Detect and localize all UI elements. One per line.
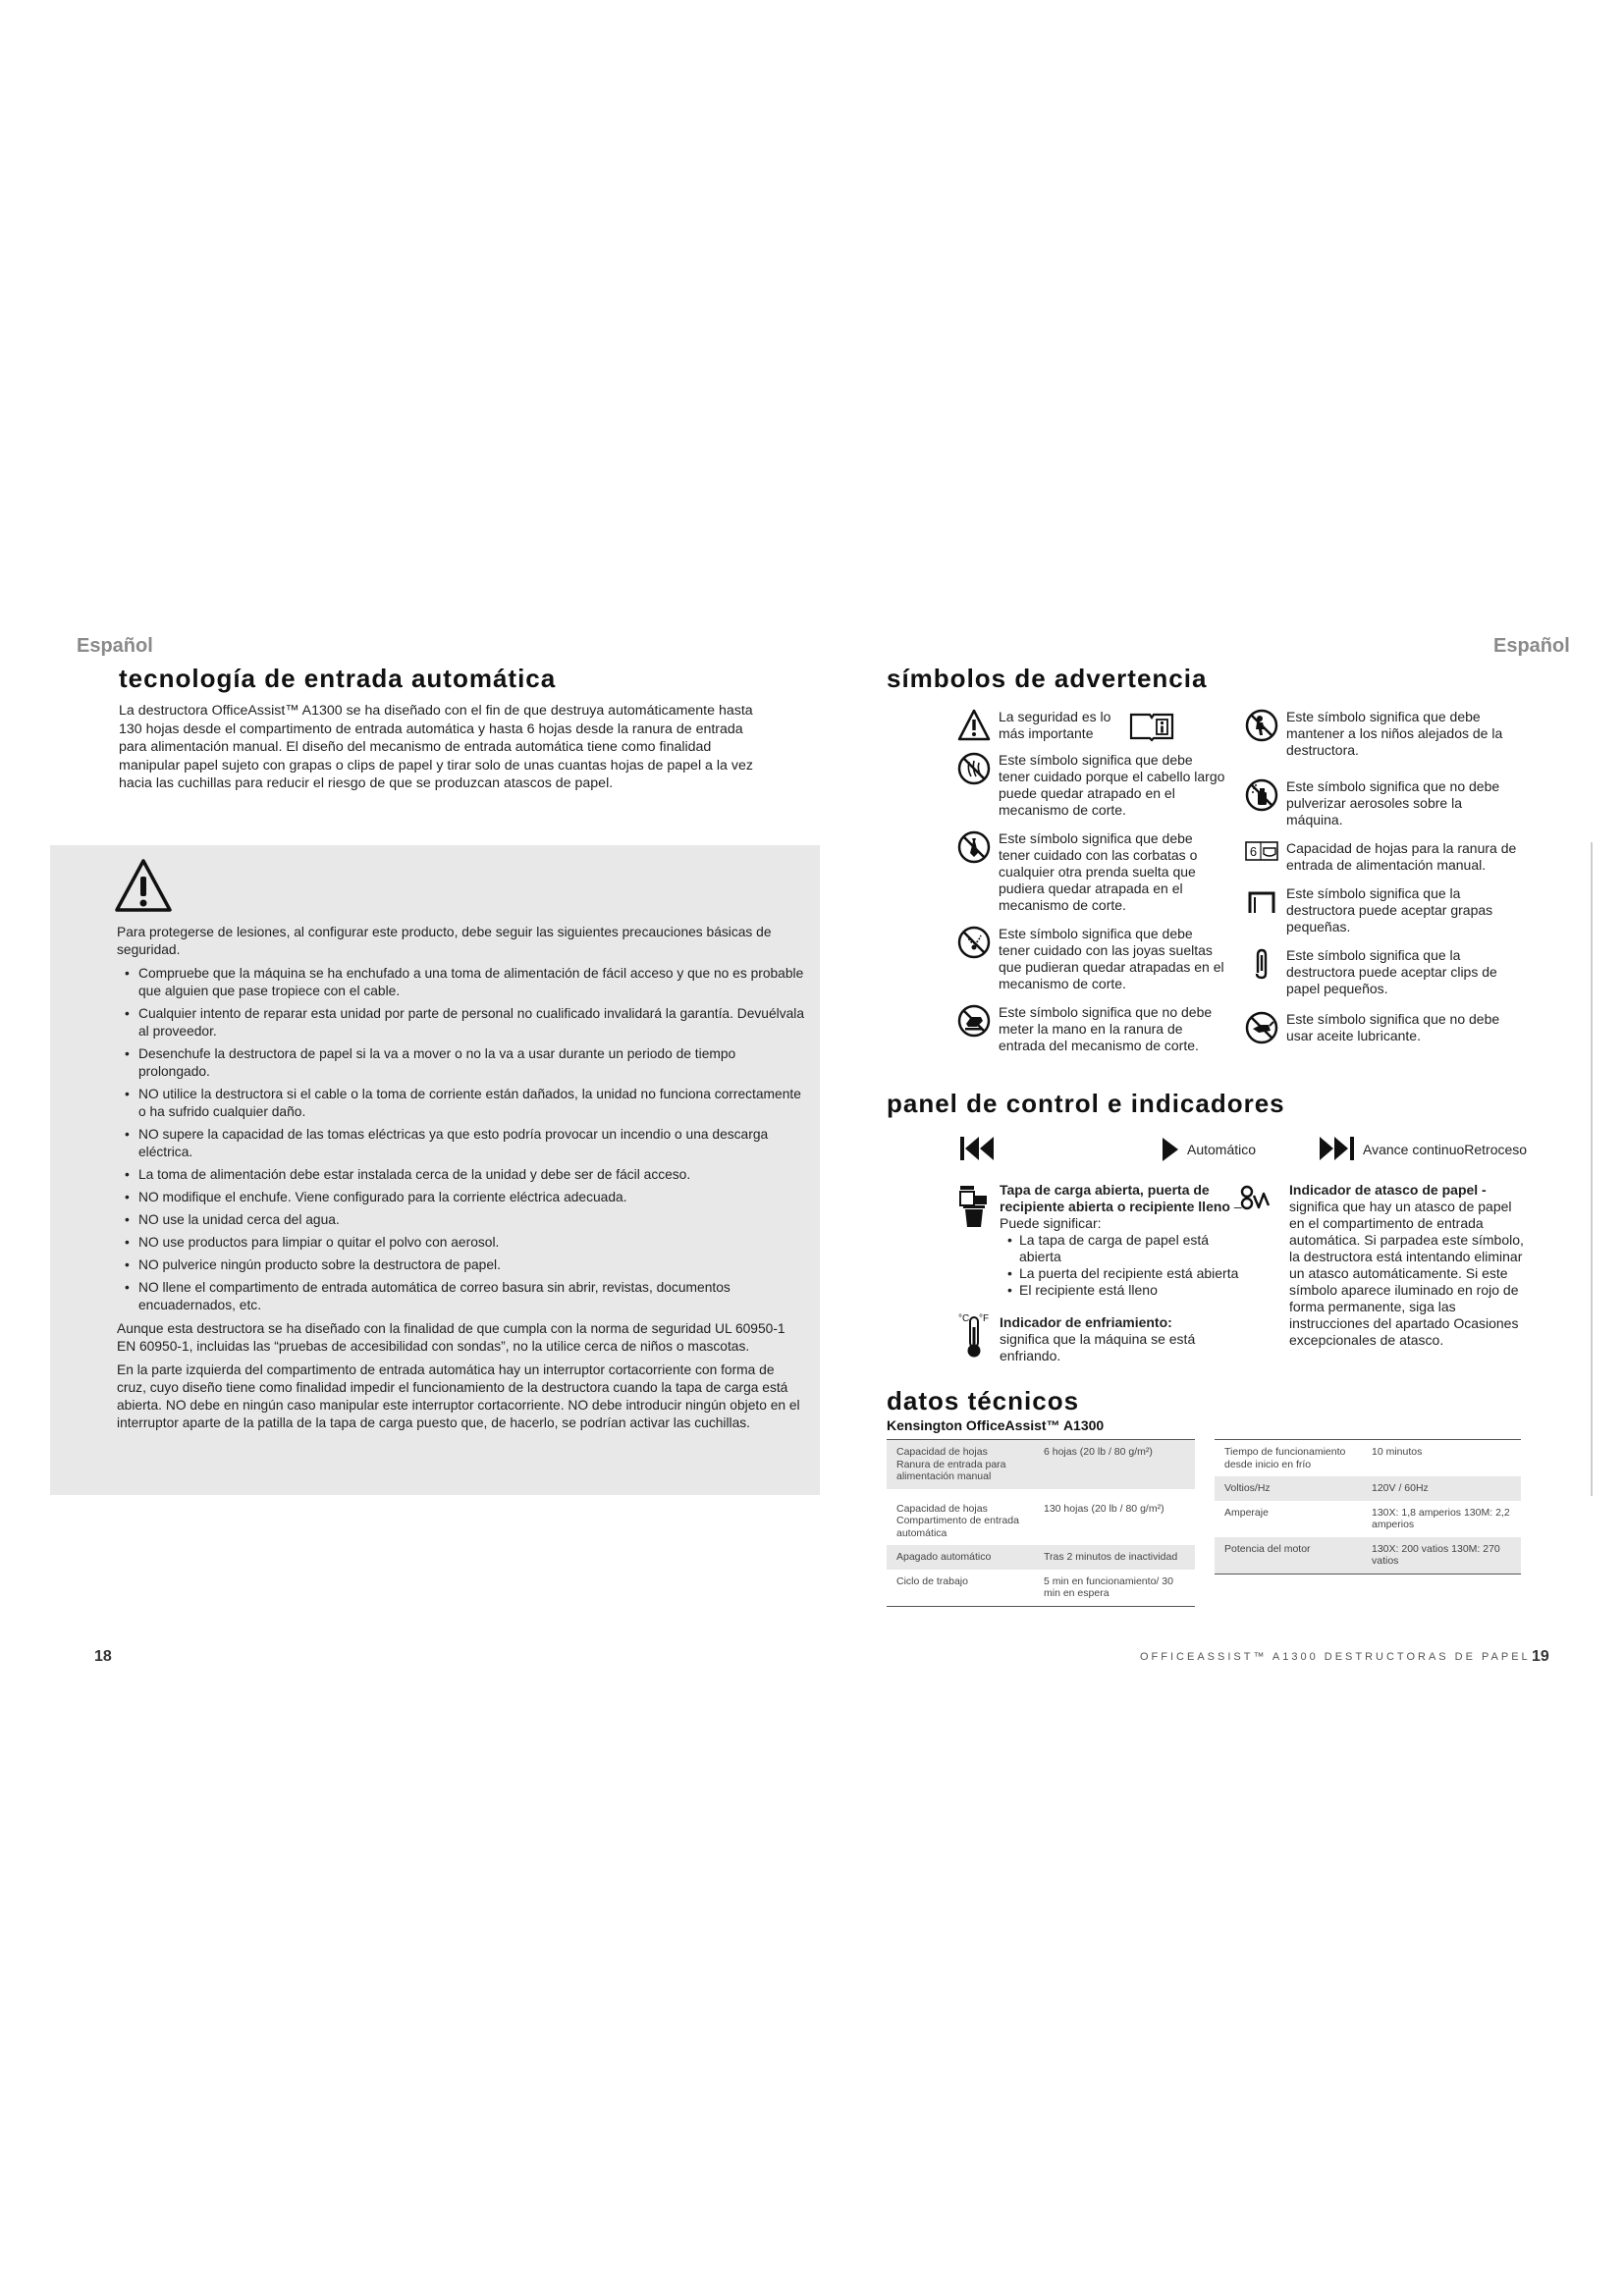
list-item: • Cualquier intento de reparar esta unidad por parte de personal no cualificado invalidará la garantía. Devuélvala al proveedor.: [129, 1005, 804, 1041]
symbol-text: Este símbolo significa que debe tener cuidado con las joyas sueltas que pudieran quedar atrapadas en el mecanismo de corte.: [999, 926, 1224, 991]
intro-paragraph: La destructora OfficeAssist™ A1300 se ha diseñado con el fin de que destruya automáticamente hasta 130 hojas desde el compartimento de entrada automática y hasta 6 hojas desde la ranura de entrada para alimentación manual. El diseño del mecanismo de entrada automática tiene como finalidad manipular papel sujeto con grapas o clips de papel y tirar solo de unas cuantas hojas de papel a la vez hacia las cuchillas para reducir el riesgo de que se produzcan atascos de papel.: [119, 703, 753, 792]
staple-icon: [1245, 885, 1278, 919]
list-item: • NO pulverice ningún producto sobre la destructora de papel.: [129, 1256, 804, 1274]
spec-value: 5 min en funcionamiento/ 30 min en espera: [1044, 1575, 1173, 1599]
info-book-icon: [1128, 709, 1175, 742]
paper-jam-icon: [1239, 1184, 1272, 1213]
auto-label: Automático: [1187, 1142, 1257, 1157]
spec-value: Tras 2 minutos de inactividad: [1034, 1545, 1195, 1570]
page-number-right: 19: [1532, 1648, 1549, 1665]
no-tie-icon: [957, 830, 991, 864]
indicator-lid-list: [1000, 1232, 1243, 1299]
table-row: [1215, 1476, 1521, 1501]
table-row: [1215, 1501, 1521, 1537]
spec-label: Capacidad de hojas Compartimento de entrada automática: [896, 1502, 1019, 1539]
list-item: • El recipiente está lleno: [1007, 1282, 1243, 1299]
symbol-text: Este símbolo significa que debe tener cuidado porque el cabello largo puede quedar atrapado en el mecanismo de corte.: [999, 752, 1225, 818]
svg-text:°F: °F: [979, 1313, 990, 1324]
indicator-cool-text: significa que la máquina se está enfriando.: [1000, 1331, 1196, 1363]
table-row: [1215, 1440, 1521, 1476]
list-item: • La puerta del recipiente está abierta: [1007, 1265, 1243, 1282]
list-item: • La tapa de carga de papel está abierta: [1007, 1232, 1243, 1265]
indicator-jam-title: Indicador de atasco de papel -: [1289, 1182, 1487, 1198]
no-jewelry-icon: [957, 926, 991, 959]
symbol-row-hand: [957, 1004, 1227, 1054]
spec-label: Apagado automático: [887, 1545, 1034, 1570]
list-item: • NO modifique el enchufe. Viene configurado para la corriente eléctrica adecuada.: [129, 1189, 804, 1206]
reverse-icon: [959, 1135, 995, 1167]
specs-subtitle: Kensington OfficeAssist™ A1300: [887, 1417, 1105, 1433]
capacity-badge: 6: [1249, 844, 1258, 859]
specs-title: datos técnicos: [887, 1386, 1080, 1415]
symbol-text: Este símbolo significa que la destructora puede aceptar grapas pequeñas.: [1286, 885, 1493, 934]
symbol-row-capacity: [1245, 840, 1530, 874]
accessibility-paragraph: Aunque esta destructora se ha diseñado con la finalidad de que cumpla con la norma de seguridad UL 60950-1 EN 60950-1, incluidas las “pruebas de accesibilidad con sondas”, no la utilice cerca de niños o mascotas.: [117, 1321, 785, 1354]
symbol-text: La seguridad es lo más importante: [999, 709, 1111, 741]
symbol-row-safety: [957, 709, 1227, 742]
lid-open-icon: [957, 1184, 991, 1229]
panel-title: panel de control e indicadores: [887, 1089, 1285, 1118]
symbol-text: Este símbolo significa que debe mantener a los niños alejados de la destructora.: [1286, 709, 1503, 758]
page-number-left: 18: [94, 1648, 112, 1665]
list-item: • NO supere la capacidad de las tomas eléctricas ya que esto podría provocar un incendio o una descarga eléctrica.: [129, 1126, 804, 1161]
indicator-jam: [1289, 1182, 1530, 1349]
table-row: [887, 1545, 1195, 1570]
warning-triangle-icon: [957, 709, 991, 742]
indicator-jam-text: significa que hay un atasco de papel en el compartimento de entrada automática. Si parpadea este símbolo, la destructora está intentando eliminar un atasco automáticamente. Si este símbolo aparece iluminado en rojo de forma permanente, siga las instrucciones del apartado Ocasiones excepcionales de atasco.: [1289, 1199, 1524, 1348]
symbol-row-tie: [957, 830, 1227, 914]
list-item: • NO llene el compartimento de entrada automática de correo basura sin abrir, revistas, documentos encuadernados, etc.: [129, 1279, 804, 1314]
specs-table-left: [887, 1439, 1195, 1607]
language-label-left: Español: [77, 635, 153, 657]
symbol-row-paperclip: [1245, 947, 1530, 997]
no-aerosol-icon: [1245, 778, 1278, 812]
table-row: [887, 1440, 1195, 1489]
symbol-text: Este símbolo significa que no debe usar aceite lubricante.: [1286, 1011, 1500, 1043]
table-row: [887, 1489, 1195, 1546]
symbol-row-children: [1245, 709, 1530, 759]
spec-label: Capacidad de hojas Ranura de entrada para alimentación manual: [887, 1440, 1034, 1489]
list-item: • Desenchufe la destructora de papel si la va a mover o no la va a usar durante un periodo de tiempo prolongado.: [129, 1045, 804, 1081]
spec-label: Voltios/Hz: [1215, 1476, 1362, 1501]
table-row: [1215, 1537, 1521, 1574]
forward-label: Avance continuoRetroceso: [1363, 1142, 1528, 1157]
symbol-text: Este símbolo significa que no debe pulverizar aerosoles sobre la máquina.: [1286, 778, 1500, 828]
spec-label: Tiempo de funcionamiento desde inicio en frío: [1224, 1446, 1346, 1470]
spec-label: Amperaje: [1224, 1506, 1269, 1519]
safety-content: [117, 924, 804, 1432]
symbols-title: símbolos de advertencia: [887, 664, 1208, 693]
language-label-right: Español: [1493, 635, 1570, 657]
spec-value: 6 hojas (20 lb / 80 g/m²): [1034, 1440, 1195, 1489]
page-edge-divider: [1591, 842, 1593, 1496]
symbol-row-staple: [1245, 885, 1530, 935]
symbol-text: Este símbolo significa que no debe meter la mano en la ranura de entrada del mecanismo de corte.: [999, 1004, 1213, 1053]
list-item: • NO use la unidad cerca del agua.: [129, 1211, 804, 1229]
forward-icon: [1319, 1135, 1356, 1167]
symbol-text: Capacidad de hojas para la ranura de entrada de alimentación manual.: [1286, 840, 1517, 873]
indicator-cool: [1000, 1314, 1225, 1364]
list-item: • NO utilice la destructora si el cable o la toma de corriente están dañados, la unidad no funciona correctamente o ha sufrido cualquier daño.: [129, 1086, 804, 1121]
symbol-row-aerosol: [1245, 778, 1530, 828]
list-item: • La toma de alimentación debe estar instalada cerca de la unidad y debe ser de fácil acceso.: [129, 1166, 804, 1184]
spec-value: 120V / 60Hz: [1362, 1476, 1521, 1501]
no-oil-icon: [1245, 1011, 1278, 1044]
no-children-icon: [1245, 709, 1278, 742]
intro-text-block: [119, 702, 755, 793]
symbols-column-right: [1245, 709, 1530, 1044]
page-title-left: tecnología de entrada automática: [119, 664, 557, 693]
spec-label: Potencia del motor: [1215, 1537, 1362, 1574]
thermometer-icon: [957, 1311, 991, 1359]
footer-product-text: OFFICEASSIST™ A1300 DESTRUCTORAS DE PAPEL: [1140, 1651, 1531, 1663]
interlock-paragraph: En la parte izquierda del compartimento de entrada automática hay un interruptor cortacorriente con forma de cruz, cuyo diseño tiene como finalidad impedir el funcionamiento de la destructora cuando la tapa de carga está abierta. NO debe en ningún caso manipular este interruptor cortacorriente. NO debe introducir ningún objeto en el interruptor aparte de la patilla de la tapa de carga puesto que, de hacerlo, se podrían activar las cuchillas.: [117, 1362, 800, 1430]
sheet-capacity-icon: [1245, 840, 1278, 862]
list-item: • Compruebe que la máquina se ha enchufado a una toma de alimentación de fácil acceso y que no es probable que alguien que pase tropiece con el cable.: [129, 965, 804, 1000]
spec-value: 10 minutos: [1372, 1446, 1423, 1458]
symbol-text: Este símbolo significa que la destructora puede aceptar clips de papel pequeños.: [1286, 947, 1497, 996]
safety-list: [117, 965, 804, 1314]
spec-value: 130X: 200 vatios 130M: 270 vatios: [1362, 1537, 1521, 1574]
indicator-lid: [1000, 1182, 1243, 1299]
safety-panel: [50, 845, 820, 1495]
indicator-cool-title: Indicador de enfriamiento:: [1000, 1314, 1172, 1330]
indicator-lid-suffix: – Puede significar:: [1000, 1199, 1242, 1231]
svg-text:°C: °C: [958, 1313, 970, 1324]
no-hand-icon: [957, 1004, 991, 1038]
play-icon: [1162, 1137, 1179, 1167]
spec-value: 130X: 1,8 amperios 130M: 2,2 amperios: [1372, 1506, 1510, 1530]
symbol-text: Este símbolo significa que debe tener cuidado con las corbatas o cualquier otra prenda suelta que pudiera quedar atrapada en el mecanismo de corte.: [999, 830, 1198, 913]
list-item: • NO use productos para limpiar o quitar el polvo con aerosol.: [129, 1234, 804, 1252]
spec-value: 130 hojas (20 lb / 80 g/m²): [1044, 1502, 1164, 1515]
no-hair-icon: [957, 752, 991, 785]
indicator-lid-title: Tapa de carga abierta, puerta de recipiente abierta o recipiente lleno: [1000, 1182, 1230, 1214]
symbol-row-hair: [957, 752, 1227, 819]
symbol-row-oil: [1245, 1011, 1530, 1044]
symbol-row-jewelry: [957, 926, 1227, 992]
symbols-column-left: [957, 709, 1227, 1054]
warning-triangle-icon: [113, 857, 174, 914]
safety-intro: Para protegerse de lesiones, al configurar este producto, debe seguir las siguientes precauciones básicas de seguridad.: [117, 925, 772, 957]
specs-table-right: [1215, 1439, 1521, 1575]
table-row: [887, 1570, 1195, 1606]
spec-label: Ciclo de trabajo: [896, 1575, 968, 1587]
paper-clip-icon: [1245, 947, 1278, 981]
